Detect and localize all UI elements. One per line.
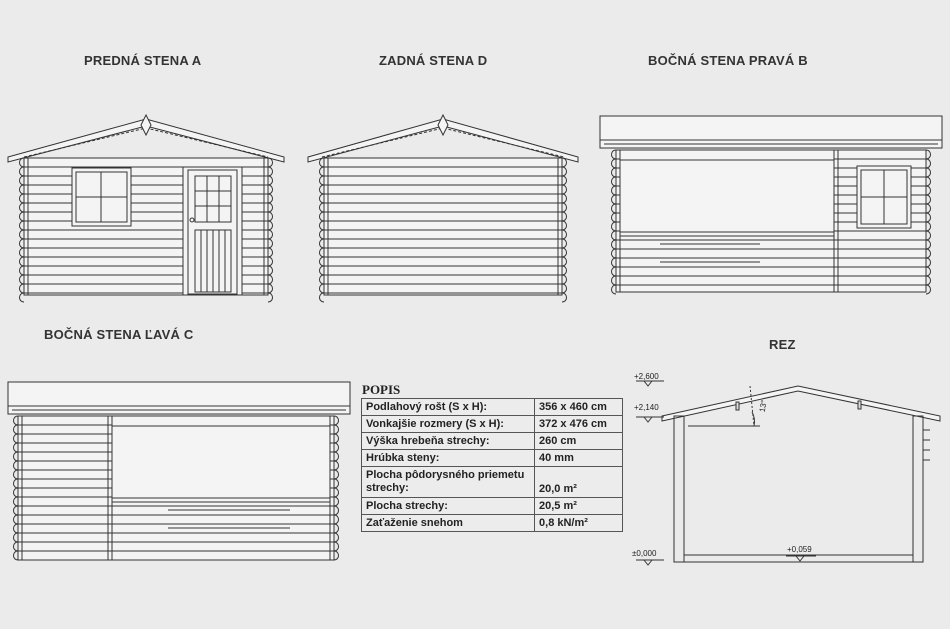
spec-table [361,398,623,532]
spec-label: Zaťaženie snehom [362,515,535,532]
popis-title: POPIS [362,382,401,397]
table-row [362,498,623,515]
section-roof [662,386,940,421]
roof-angle-label: 13° [757,399,769,413]
table-row [362,399,623,416]
level-label-ridge: +2,600 [634,372,659,381]
spec-label: Výška hrebeňa strechy: [362,433,535,450]
left-wall-title: BOČNÁ STENA ĽAVÁ C [44,327,194,342]
section-walls [674,416,930,562]
spec-value: 20,0 m² [535,467,623,498]
spec-label: Podlahový rošt (S x H): [362,399,535,416]
level-markers [636,381,816,565]
section-purlins [736,399,861,413]
spec-value: 260 cm [535,433,623,450]
spec-label: Hrúbka steny: [362,450,535,467]
right-wall-title: BOČNÁ STENA PRAVÁ B [648,53,808,68]
level-label-eave: +2,140 [634,403,659,412]
table-row [362,467,623,498]
spec-label: Plocha strechy: [362,498,535,515]
spec-value: 372 x 476 cm [535,416,623,433]
spec-value: 356 x 460 cm [535,399,623,416]
table-row [362,515,623,532]
spec-value: 40 mm [535,450,623,467]
spec-label: Plocha pôdorysného priemetu strechy: [362,467,535,498]
table-row [362,433,623,450]
spec-value: 20,5 m² [535,498,623,515]
spec-label: Vonkajšie rozmery (S x H): [362,416,535,433]
level-label-floor: +0,059 [787,545,812,554]
front-wall-title: PREDNÁ STENA A [84,53,202,68]
level-label-ground: ±0,000 [632,549,657,558]
table-row [362,416,623,433]
spec-value: 0,8 kN/m² [535,515,623,532]
section-title: REZ [769,337,796,352]
back-wall-title: ZADNÁ STENA D [379,53,488,68]
table-row [362,450,623,467]
